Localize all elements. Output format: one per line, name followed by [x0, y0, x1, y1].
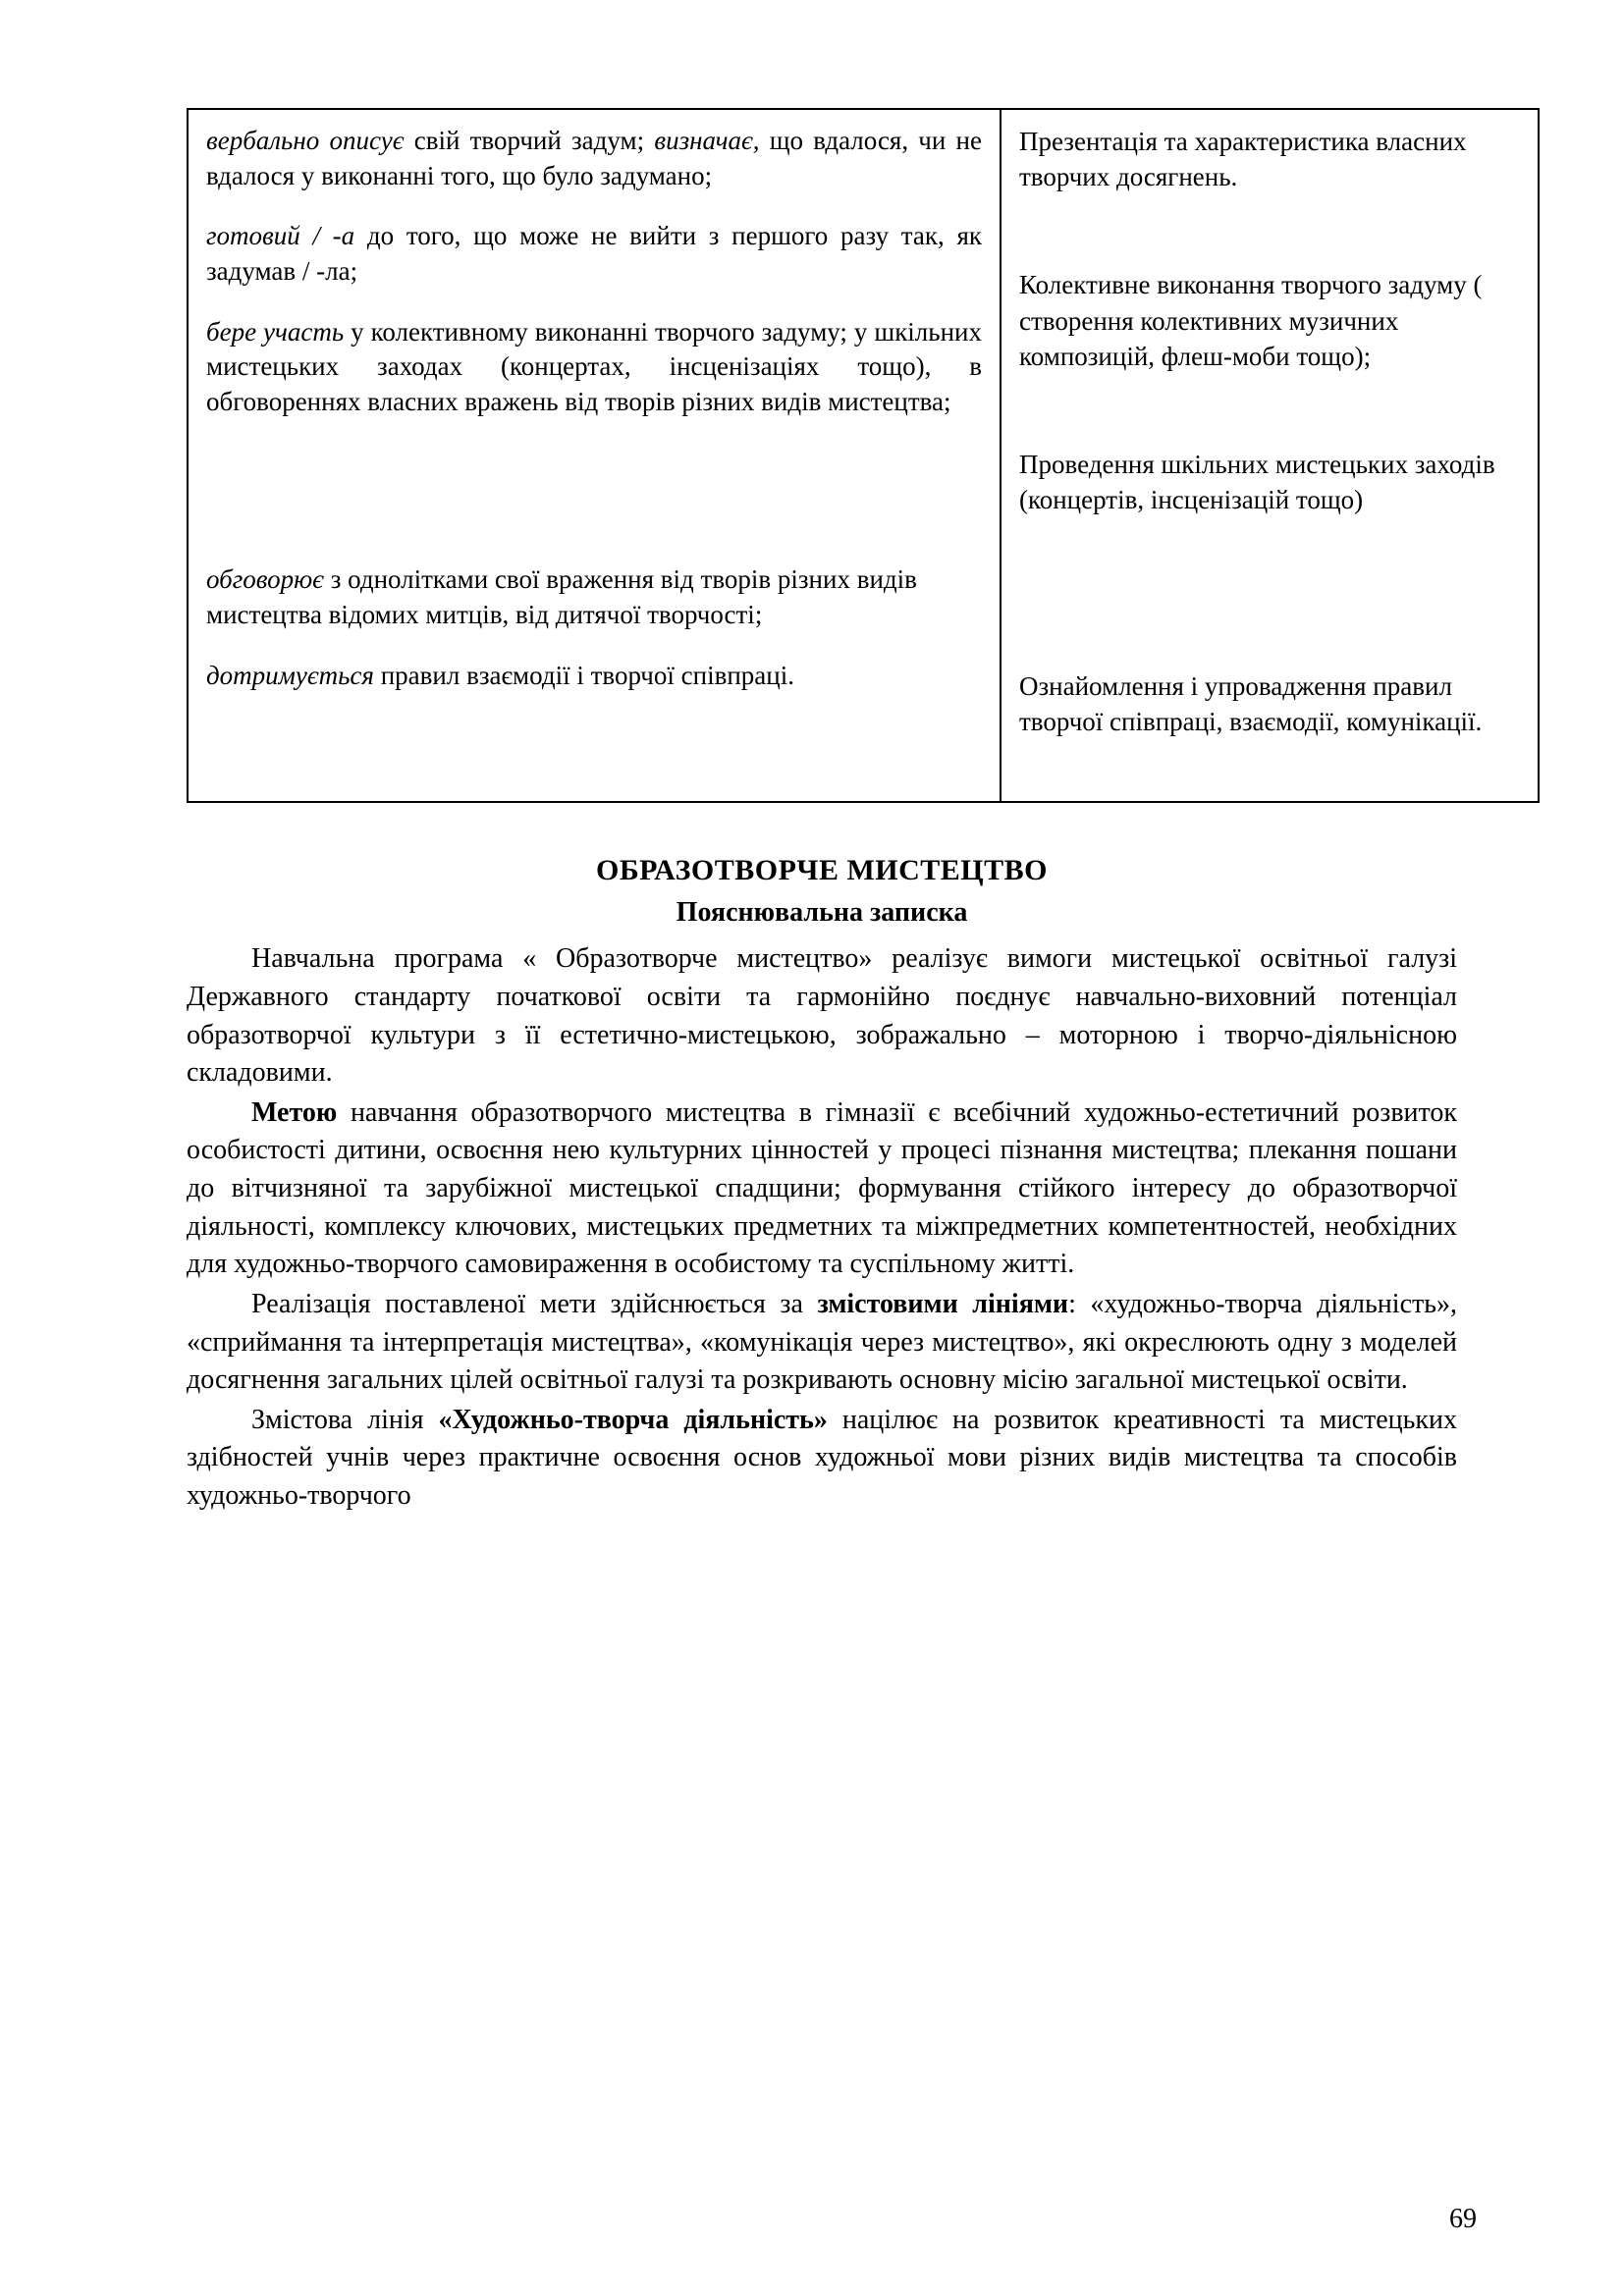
italic-term-hotovyi: готовий / -а [206, 221, 355, 251]
paragraph-verbal-description [206, 124, 982, 193]
paragraph-program-overview: Навчальна програма « Образотворче мистецтво» реалізує вимоги мистецької освітньої галузі Державного стандарту початкової освіти та гармонійно поєднує навчально-виховний потенціал образотворчої культури з її естетично-мистецькою, зображально – моторною і творчо-діяльнісною складовими. [187, 943, 1457, 1089]
table-row [188, 109, 1539, 802]
activity-item-school-events: Проведення шкільних мистецьких заходів (концертів, інсценізацій тощо) [1019, 449, 1495, 515]
activity-item-rules-introduction: Ознайомлення і упровадження правил творчої співпраці, взаємодії, комунікації. [1019, 671, 1483, 737]
section-title: ОБРАЗОТВОРЧЕ МИСТЕЦТВО [596, 854, 1048, 887]
bold-run-metoiu: Метою [251, 1096, 338, 1128]
competency-table [187, 108, 1540, 803]
paragraph-follows-rules: дотримується правил взаємодії і творчої співпраці. [206, 660, 794, 690]
paragraph-takes-part: бере участь у колективному виконанні творчого задуму; у шкільних мистецьких заходах (концертах, інсценізаціях тощо), в обговореннях власних вражень від творів різних видів мистецтва; [206, 316, 982, 416]
paragraph-ready-for-failure: готовий / -а до того, що може не вийти з першого разу так, як задумав / -ла; [206, 221, 982, 286]
right-cell-spacer-2 [1019, 407, 1520, 447]
cell-spacer-2 [206, 719, 982, 787]
table-cell-expected-results [188, 109, 1001, 802]
cell-spacer-1 [206, 445, 982, 562]
section-subtitle: Пояснювальна записка [676, 897, 968, 929]
bold-run-khudozhno-tvorcha: «Художньо-творча діяльність» [438, 1404, 828, 1435]
paragraph-artistic-creative-line: Змістова лінія «Художньо-творча діяльність» націлює на розвиток креативності та мистецьких здібностей учнів через практичне освоєння основ художньої мови різних видів мистецтва та способів художньо-творчого [187, 1404, 1458, 1511]
table-cell-activities [1001, 109, 1539, 802]
bold-run-zmistovymy-liniiamy: змістовими лініями [817, 1288, 1069, 1319]
page-number: 69 [1449, 2204, 1477, 2234]
text-run-2: що вдалося, чи не вдалося у виконанні того, що було задумано; [206, 126, 982, 190]
right-cell-spacer-1 [1019, 228, 1520, 267]
italic-term-dotrymuietsia: дотримується [206, 660, 374, 690]
italic-term-obhovoriuie: обговорює [206, 564, 324, 595]
italic-term-bere-uchast: бере участь [206, 316, 345, 347]
activity-item-presentation: Презентація та характеристика власних творчих досягнень. [1019, 127, 1467, 192]
paragraph-discusses: обговорює з однолітками свої враження від творів різних видів мистецтва відомих митців, від дитячої творчості; [206, 564, 917, 629]
italic-term-vyznachaie: визначає, [654, 126, 760, 155]
paragraph-purpose: Метою навчання образотворчого мистецтва в гімназії є всебічний художньо-естетичний розвиток особистості дитини, освоєння нею культурних цінностей у процесі пізнання мистецтва; плекання пошани до вітчизняної та зарубіжної мистецької спадщини; формування стійкого інтересу до образотворчої діяльності, комплексу ключових, мистецьких предметних та міжпредметних компетентностей, необхідних для художньо-творчого самовираження в особистому та суспільному житті. [187, 1096, 1457, 1280]
right-cell-spacer-3 [1019, 551, 1520, 668]
activity-item-collective-performance: Колективне виконання творчого задуму ( створення колективних музичних композицій, флеш-моби тощо); [1019, 270, 1483, 371]
italic-term-verbalno-opysuie: вербально описує [206, 126, 405, 155]
text-run-1: свій творчий задум; [404, 126, 655, 155]
paragraph-content-lines: Реалізація поставленої мети здійснюється за змістовими лініями: «художньо-творча діяльність», «сприймання та інтерпретація мистецтва», «комунікація через мистецтво», які окреслюють одну з моделей досягнення загальних цілей освітньої галузі та розкривають основну місію загальної мистецької освіти. [187, 1288, 1457, 1396]
